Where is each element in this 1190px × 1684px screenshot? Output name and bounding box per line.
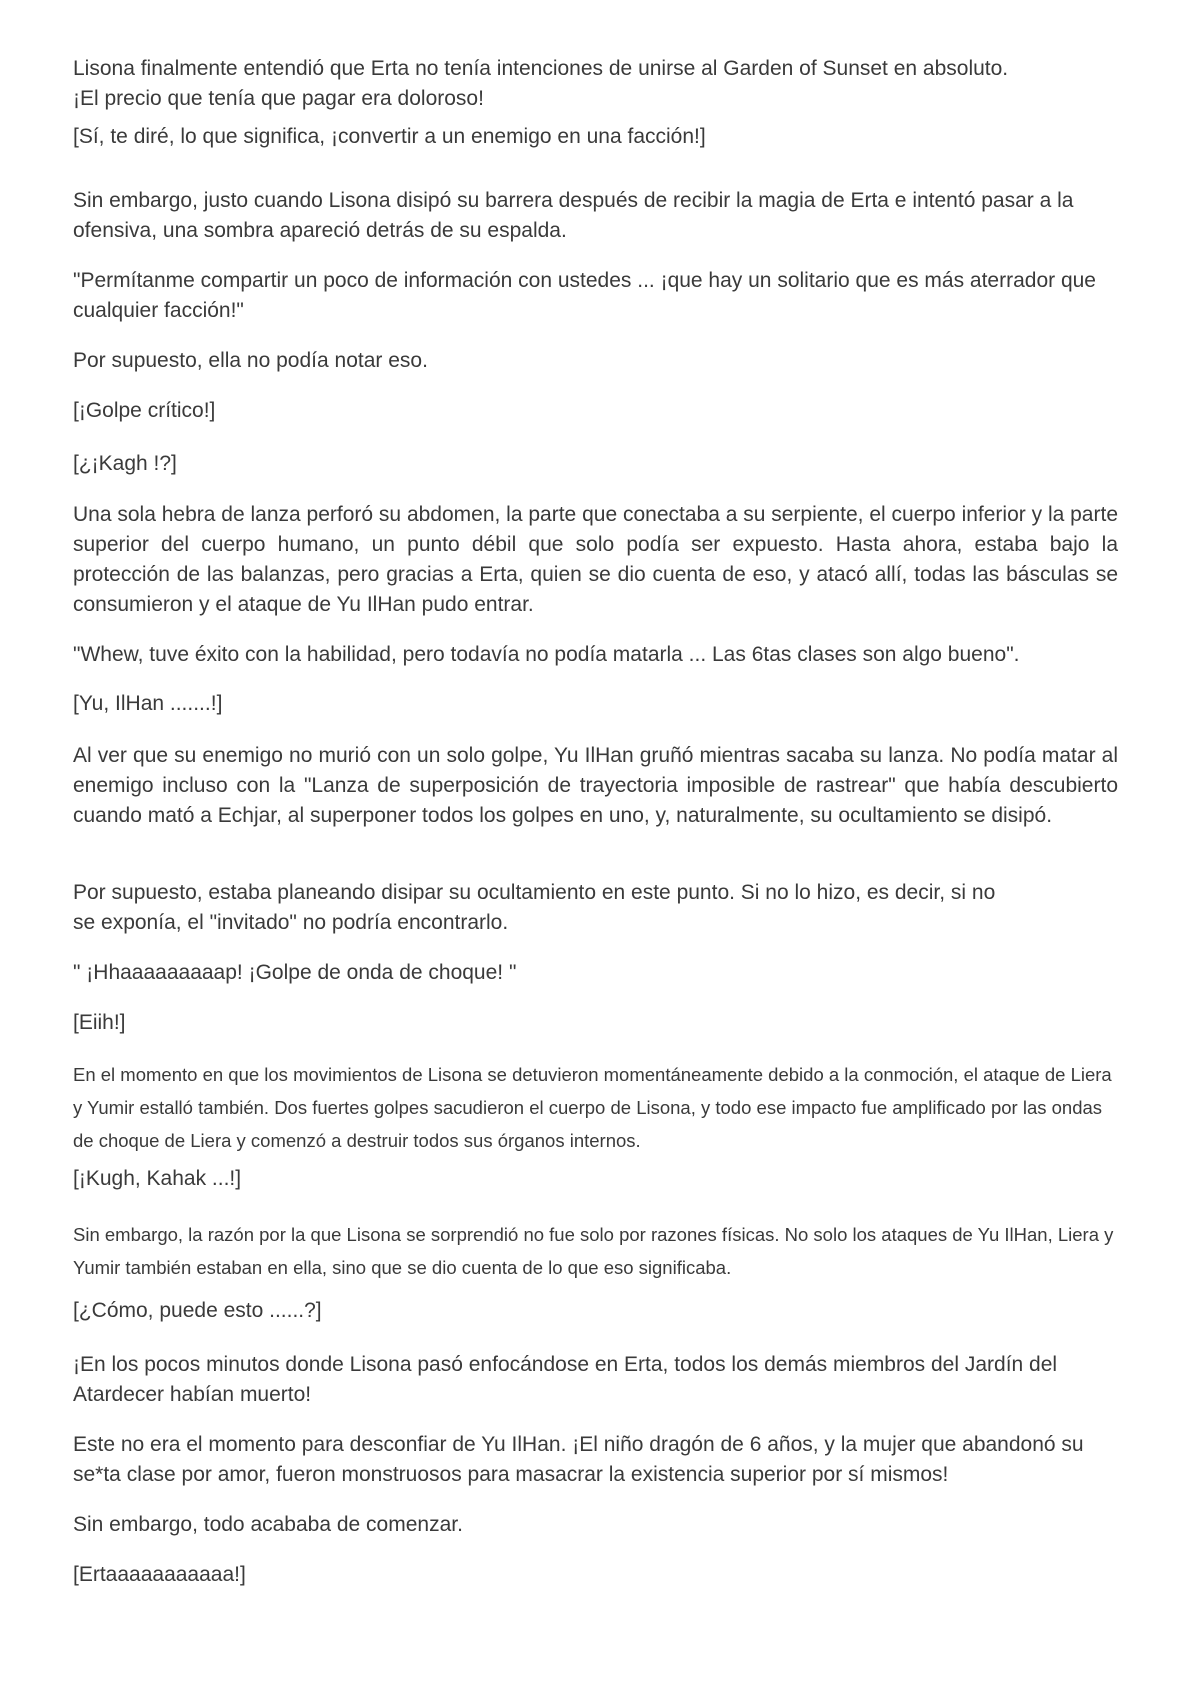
paragraph-line: Lisona finalmente entendió que Erta no tenía intenciones de unirse al Garden of Sunset en absoluto. — [73, 57, 1009, 80]
paragraph: " ¡Hhaaaaaaaaap! ¡Golpe de onda de choque! " — [73, 961, 517, 984]
paragraph: Por supuesto, ella no podía notar eso. — [73, 349, 428, 372]
paragraph: ¡En los pocos minutos donde Lisona pasó enfocándose en Erta, todos los demás miembros del Jardín del Atardecer habían muerto! — [73, 1353, 1058, 1406]
paragraph: [¡Kugh, Kahak ...!] — [73, 1167, 242, 1190]
paragraph: En el momento en que los movimientos de Lisona se detuvieron momentáneamente debido a la conmoción, el ataque de Liera y Yumir estalló también. Dos fuertes golpes sacudieron el cuerpo de Lisona, y todo ese impacto fue amplificado por las ondas de choque de Liera y comenzó a destruir todos sus órganos internos. — [73, 1064, 1112, 1151]
paragraph: Sin embargo, todo acababa de comenzar. — [73, 1513, 463, 1536]
paragraph: [Eiih!] — [73, 1011, 126, 1034]
paragraph: [Yu, IlHan .......!] — [73, 692, 223, 715]
paragraph: [¡Golpe crítico!] — [73, 399, 216, 422]
paragraph: "Permítanme compartir un poco de información con ustedes ... ¡que hay un solitario que es más aterrador que cualquier facción!" — [73, 269, 1096, 322]
paragraph: [Ertaaaaaaaaaaa!] — [73, 1563, 246, 1586]
paragraph: [¿Cómo, puede esto ......?] — [73, 1299, 322, 1322]
paragraph: [Sí, te diré, lo que significa, ¡convertir a un enemigo en una facción!] — [73, 125, 706, 148]
paragraph: Por supuesto, estaba planeando disipar su ocultamiento en este punto. Si no lo hizo, es decir, si no se exponía, el "invitado" no podría encontrarlo. — [73, 881, 996, 934]
paragraph: Una sola hebra de lanza perforó su abdomen, la parte que conectaba a su serpiente, el cuerpo inferior y la parte superior del cuerpo humano, un punto débil que solo podía ser expuesto. Hasta ahora, estaba bajo la protección de las balanzas, pero gracias a Erta, quien se dio cuenta de eso, y atacó allí, todas las básculas se consumieron y el ataque de Yu IlHan pudo entrar. — [73, 503, 1118, 616]
paragraph: [¿¡Kagh !?] — [73, 452, 177, 475]
paragraph: Sin embargo, justo cuando Lisona disipó su barrera después de recibir la magia de Erta e intentó pasar a la ofensiva, una sombra apareció detrás de su espalda. — [73, 189, 1074, 242]
paragraph: Al ver que su enemigo no murió con un solo golpe, Yu IlHan gruñó mientras sacaba su lanza. No podía matar al enemigo incluso con la "Lanza de superposición de trayectoria imposible de rastrear" que había descubierto cuando mató a Echjar, al superponer todos los golpes en uno, y, naturalmente, su ocultamiento se disipó. — [73, 744, 1118, 827]
paragraph: Este no era el momento para desconfiar de Yu IlHan. ¡El niño dragón de 6 años, y la mujer que abandonó su se*ta clase por amor, fueron monstruosos para masacrar la existencia superior por sí mismos! — [73, 1433, 1084, 1486]
paragraph: "Whew, tuve éxito con la habilidad, pero todavía no podía matarla ... Las 6tas clases son algo bueno". — [73, 643, 1020, 666]
paragraph-line: ¡El precio que tenía que pagar era doloroso! — [73, 87, 484, 110]
paragraph — [73, 54, 1118, 114]
paragraph: Sin embargo, la razón por la que Lisona se sorprendió no fue solo por razones físicas. No solo los ataques de Yu IlHan, Liera y Yumir también estaban en ella, sino que se dio cuenta de lo que eso significaba. — [73, 1224, 1114, 1278]
